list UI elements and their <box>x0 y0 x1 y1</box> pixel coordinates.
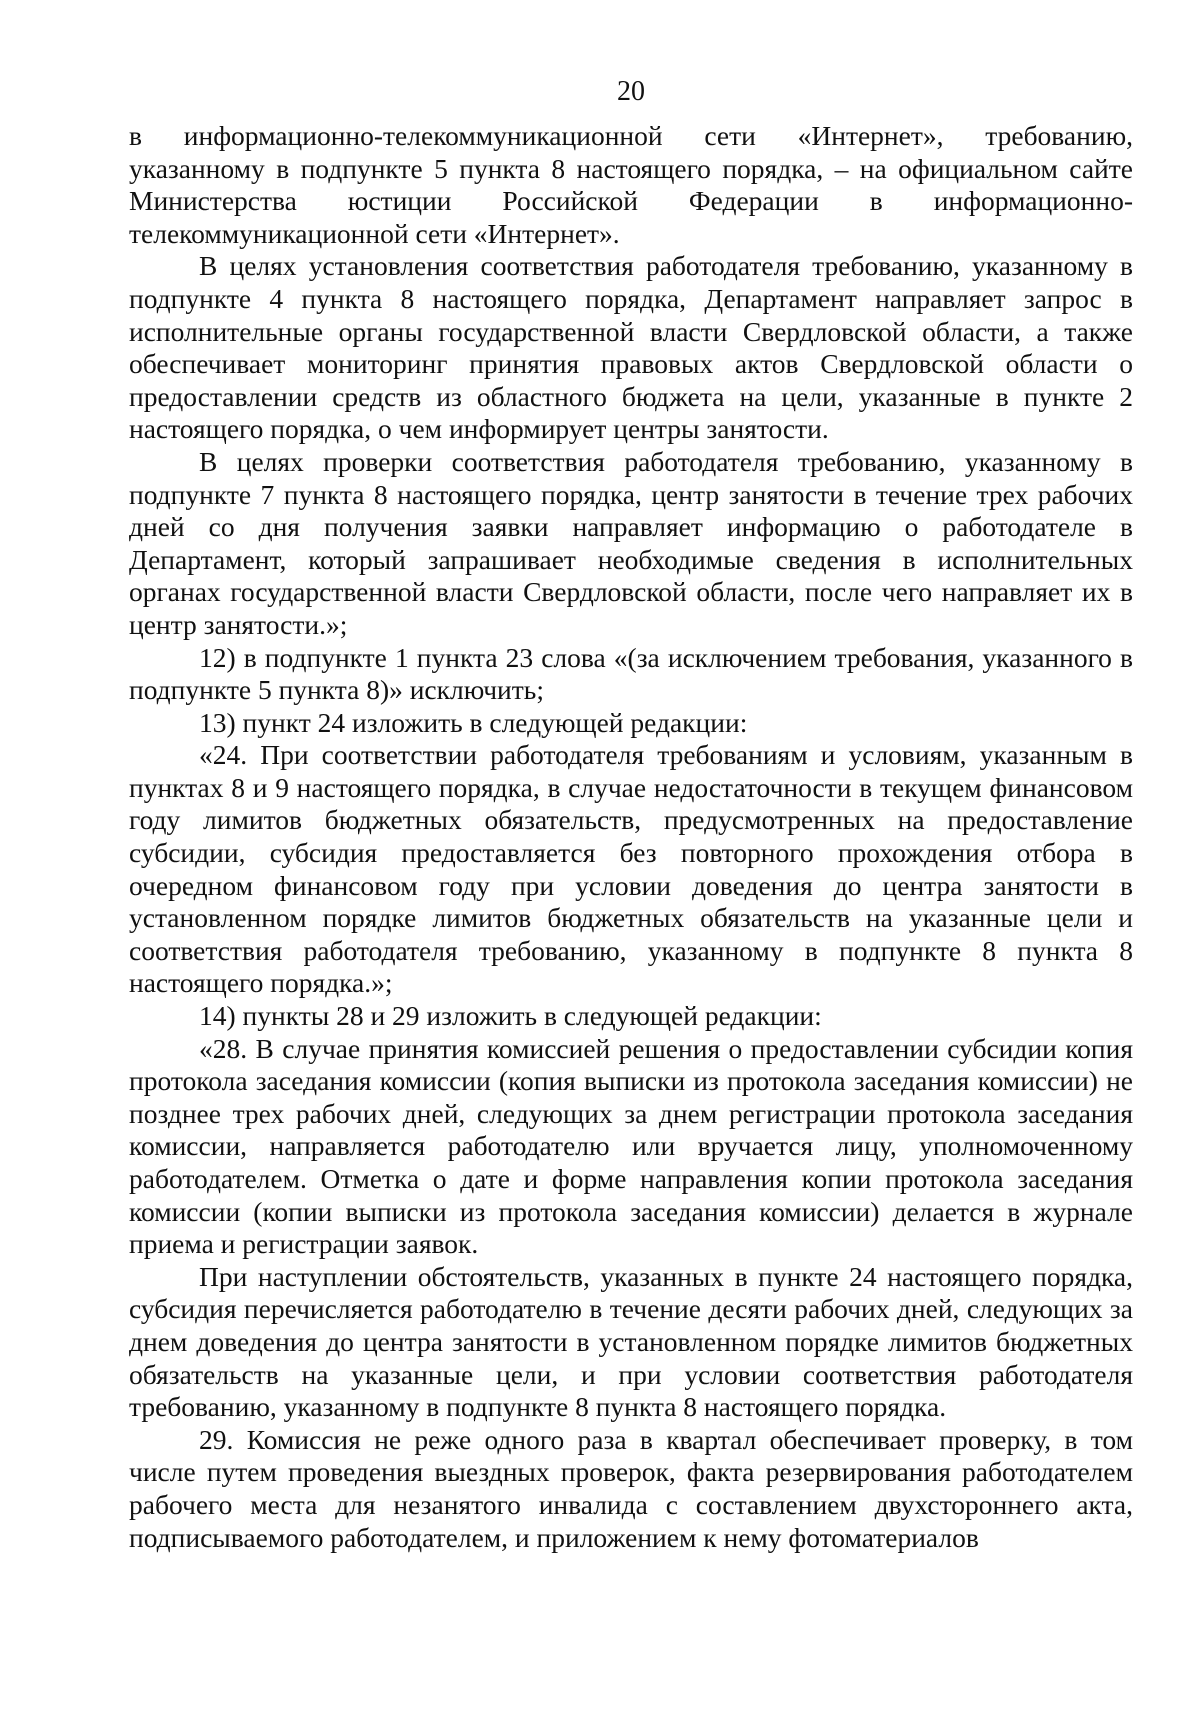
paragraph-4: 12) в подпункте 1 пункта 23 слова «(за исключением требования, указанного в подпункте 5 пункта 8)» исключить; <box>129 641 1133 706</box>
paragraph-10: 29. Комиссия не реже одного раза в квартал обеспечивает проверку, в том числе путем проведения выездных проверок, факта резервирования работодателем рабочего места для незанятого инвалида с составлением двухстороннего акта, подписываемого работодателем, и приложением к нему фотоматериалов <box>129 1423 1133 1553</box>
paragraph-6: «24. При соответствии работодателя требованиям и условиям, указанным в пунктах 8 и 9 настоящего порядка, в случае недостаточности в текущем финансовом году лимитов бюджетных обязательств, предусмотренных на предоставление субсидии, субсидия предоставляется без повторного прохождения отбора в очередном финансовом году при условии доведения до центра занятости в установленном порядке лимитов бюджетных обязательств на указанные цели и соответствия работодателя требованию, указанному в подпункте 8 пункта 8 настоящего порядка.»; <box>129 739 1133 999</box>
paragraph-8: «28. В случае принятия комиссией решения о предоставлении субсидии копия протокола заседания комиссии (копия выписки из протокола заседания комиссии) не позднее трех рабочих дней, следующих за днем регистрации протокола заседания комиссии, направляется работодателю или вручается лицу, уполномоченному работодателем. Отметка о дате и форме направления копии протокола заседания комиссии (копии выписки из протокола заседания комиссии) делается в журнале приема и регистрации заявок. <box>129 1032 1133 1260</box>
page-number: 20 <box>617 76 645 107</box>
paragraph-5: 13) пункт 24 изложить в следующей редакции: <box>199 706 748 738</box>
document-body <box>129 120 1133 1554</box>
paragraph-9: При наступлении обстоятельств, указанных в пункте 24 настоящего порядка, субсидия перечисляется работодателю в течение десяти рабочих дней, следующих за днем доведения до центра занятости в установленном порядке лимитов бюджетных обязательств на указанные цели, и при условии соответствия работодателя требованию, указанному в подпункте 8 пункта 8 настоящего порядка. <box>129 1260 1133 1423</box>
paragraph-7: 14) пункты 28 и 29 изложить в следующей редакции: <box>199 1000 822 1032</box>
paragraph-1: в информационно-телекоммуникационной сети «Интернет», требованию, указанному в подпункте 5 пункта 8 настоящего порядка, – на официальном сайте Министерства юстиции Российской Федерации в информационно-телекоммуникационной сети «Интернет». <box>129 120 1133 249</box>
paragraph-3: В целях проверки соответствия работодателя требованию, указанному в подпункте 7 пункта 8 настоящего порядка, центр занятости в течение трех рабочих дней со дня получения заявки направляет информацию о работодателе в Департамент, который запрашивает необходимые сведения в исполнительных органах государственной власти Свердловской области, после чего направляет их в центр занятости.»; <box>129 445 1133 640</box>
paragraph-2: В целях установления соответствия работодателя требованию, указанному в подпункте 4 пункта 8 настоящего порядка, Департамент направляет запрос в исполнительные органы государственной власти Свердловской области, а также обеспечивает мониторинг принятия правовых актов Свердловской области о предоставлении средств из областного бюджета на цели, указанные в пункте 2 настоящего порядка, о чем информирует центры занятости. <box>129 250 1133 445</box>
